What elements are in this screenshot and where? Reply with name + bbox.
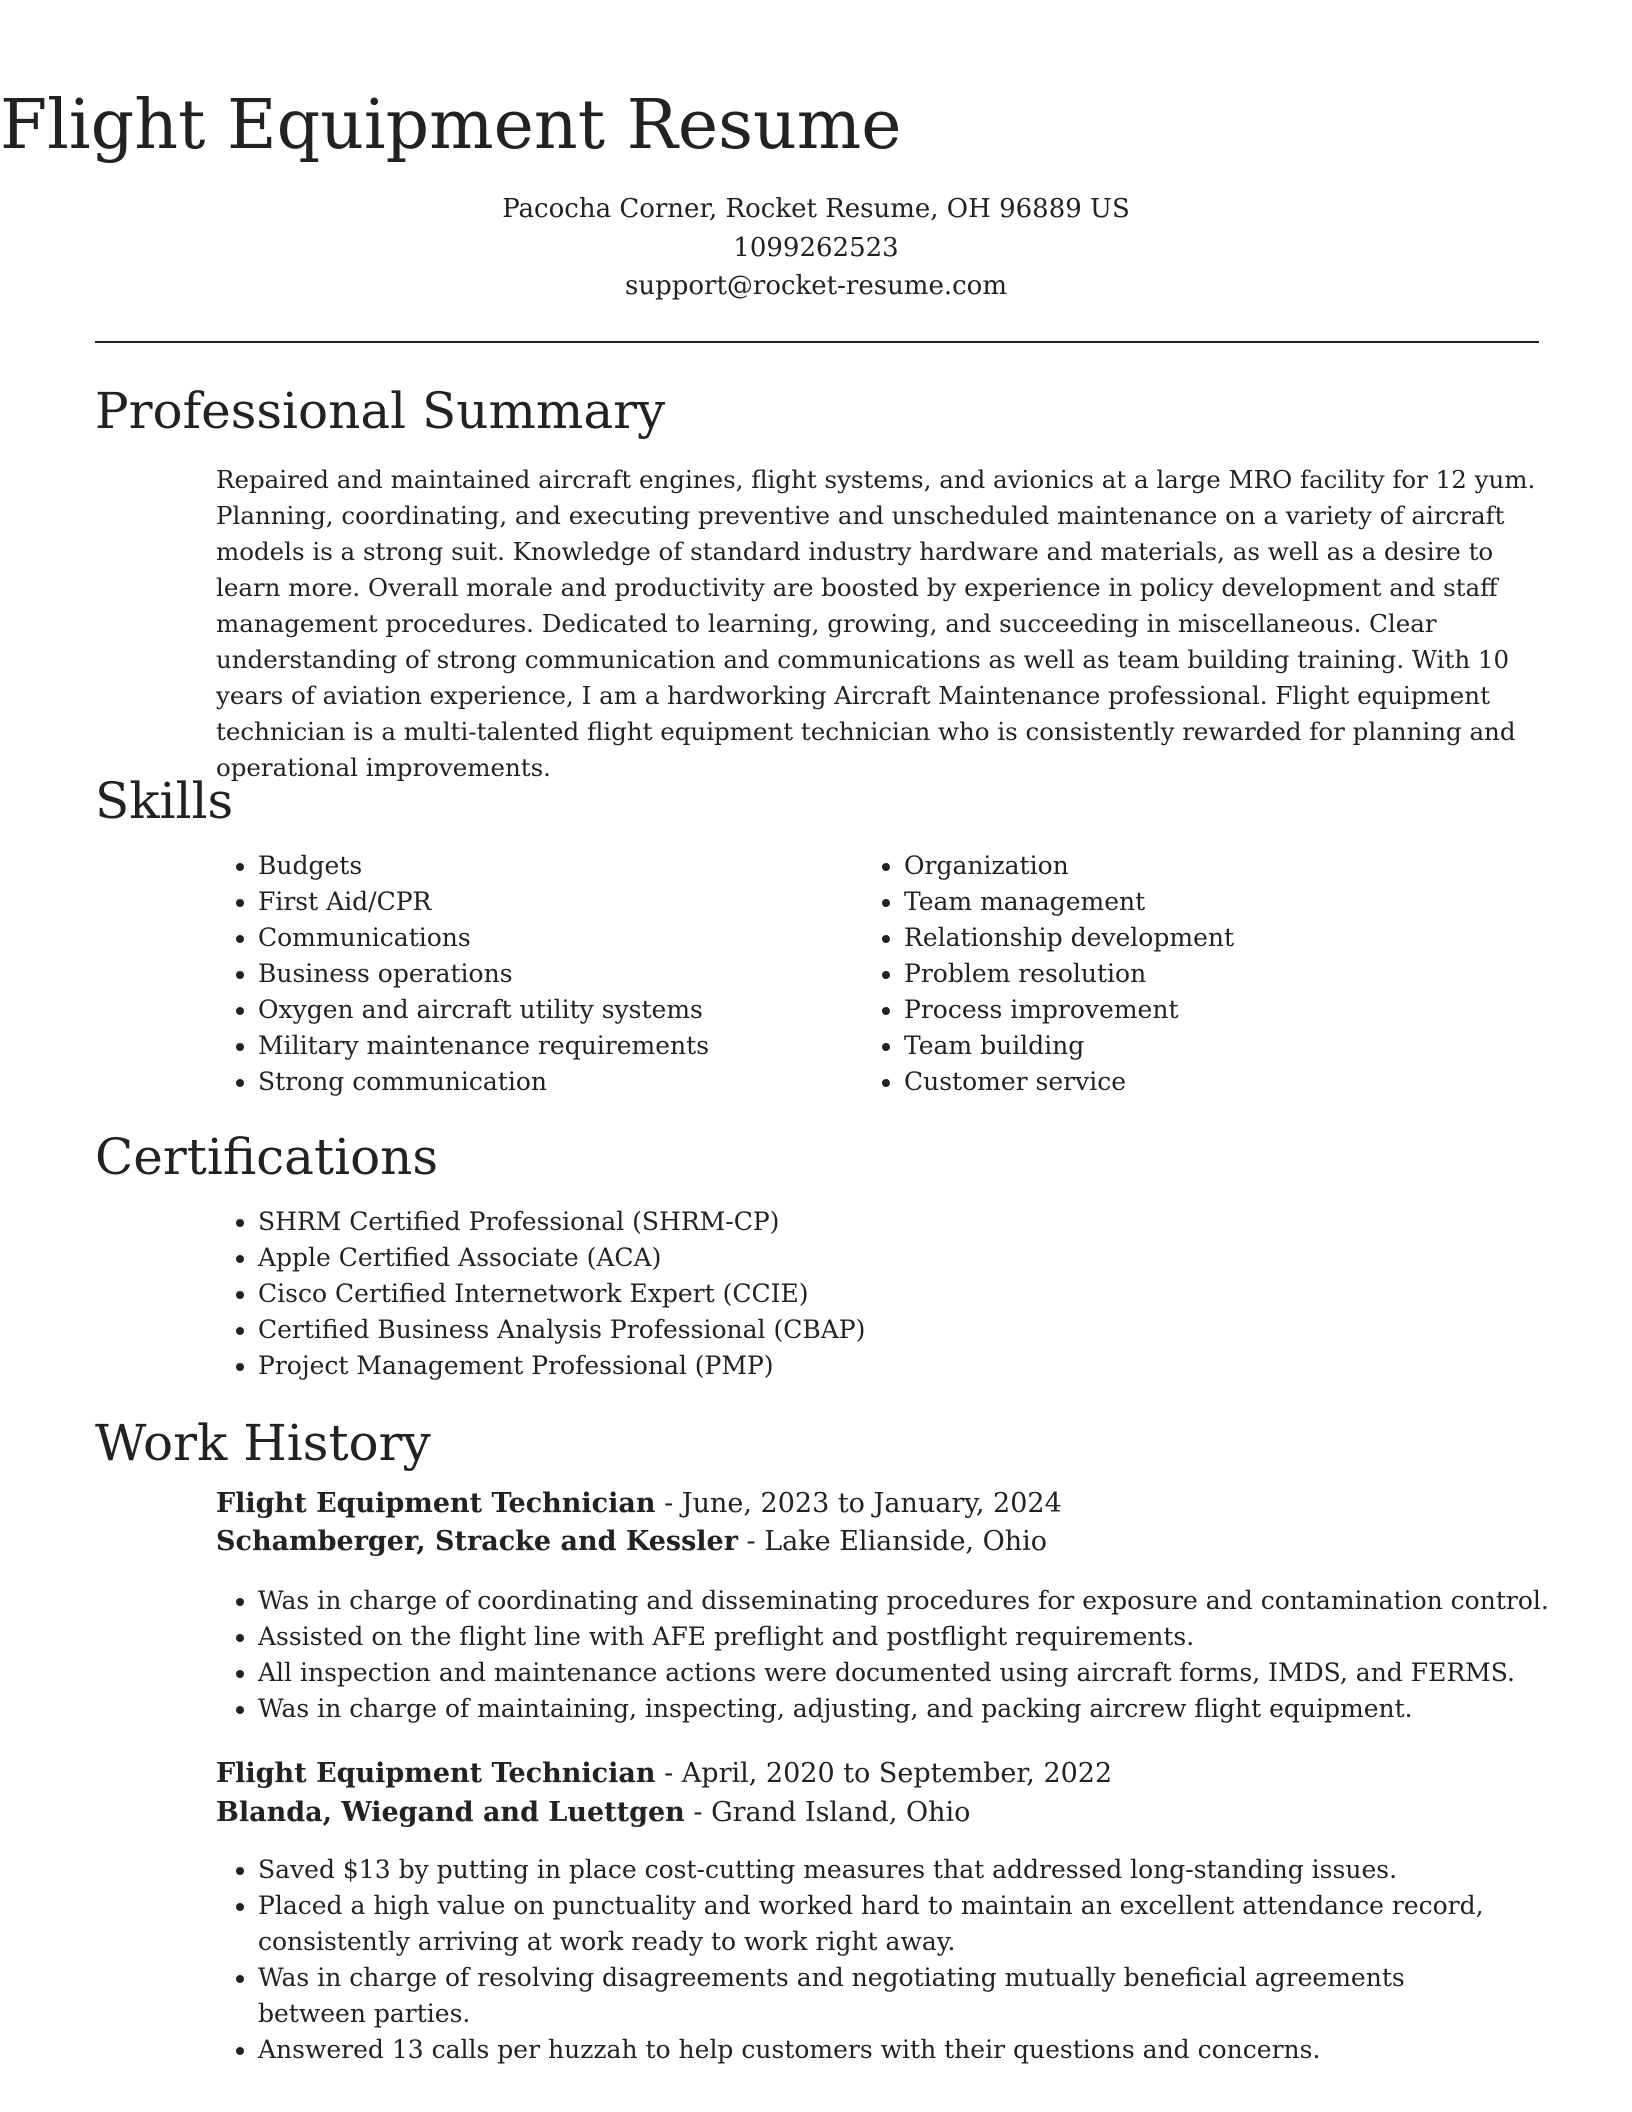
skill-item: • Military maintenance requirements	[258, 1028, 818, 1064]
skill-item: • Relationship development	[904, 920, 1504, 956]
summary-text: Repaired and maintained aircraft engines, flight systems, and avionics at a large MRO facility for 12 yum. Planning, coordinating, and executing preventive and unscheduled maintenance on a variety of aircraft models is a strong suit. Knowledge of standard industry hardware and materials, as well as a desire to learn more. Overall morale and productivity are boosted by experience in policy development and staff management procedures. Dedicated to learning, growing, and succeeding in miscellaneous. Clear understanding of strong communication and communications as well as team building training. With 10 years of aviation experience, I am a hardworking Aircraft Maintenance professional. Flight equipment technician is a multi-talented flight equipment technician who is consistently rewarded for planning and operational improvements.	[216, 465, 1536, 782]
skill-item: • Oxygen and aircraft utility systems	[258, 992, 818, 1028]
skill-item: • Budgets	[258, 848, 818, 884]
job-company: Blanda, Wiegand and Luettgen	[216, 1797, 685, 1828]
job-bullet: • Was in charge of coordinating and disseminating procedures for exposure and contamination control.	[258, 1583, 1558, 1619]
job-bullet: • Placed a high value on punctuality and worked hard to maintain an excellent attendance record, consistently arriving at work ready to work right away.	[258, 1888, 1508, 1960]
certification-item: • Apple Certified Associate (ACA)	[258, 1240, 1458, 1276]
contact-address: Pacocha Corner, Rocket Resume, OH 96889 US	[502, 194, 1130, 224]
job-bullet: • Was in charge of maintaining, inspecting, adjusting, and packing aircrew flight equipment.	[258, 1691, 1558, 1727]
skill-item: • Team building	[904, 1028, 1504, 1064]
skill-item: • Business operations	[258, 956, 818, 992]
job-bullet: • All inspection and maintenance actions were documented using aircraft forms, IMDS, and FERMS.	[258, 1655, 1558, 1691]
section-heading-skills: Skills	[95, 772, 234, 830]
job-title-line	[216, 1755, 1112, 1793]
job-location: - Lake Elianside, Ohio	[737, 1526, 1048, 1557]
job-bullet: • Assisted on the flight line with AFE preflight and postflight requirements.	[258, 1619, 1558, 1655]
skill-item: • Team management	[904, 884, 1504, 920]
section-heading-summary: Professional Summary	[95, 382, 666, 440]
certifications-list	[214, 1204, 1458, 1384]
contact-email: support@rocket-resume.com	[624, 271, 1007, 301]
job-title: Flight Equipment Technician	[216, 1488, 656, 1519]
skill-item: • Customer service	[904, 1064, 1504, 1100]
skill-item: • Communications	[258, 920, 818, 956]
job-title: Flight Equipment Technician	[216, 1758, 656, 1789]
certification-item: • SHRM Certified Professional (SHRM-CP)	[258, 1204, 1458, 1240]
section-heading-work-history: Work History	[95, 1414, 431, 1472]
contact-phone: 1099262523	[733, 233, 899, 263]
certification-item: • Project Management Professional (PMP)	[258, 1348, 1458, 1384]
skill-item: • Strong communication	[258, 1064, 818, 1100]
job-location: - Grand Island, Ohio	[684, 1797, 971, 1828]
resume-title: Flight Equipment Resume	[0, 86, 902, 165]
skills-list-left	[214, 848, 818, 1100]
header-divider	[95, 341, 1539, 343]
job-bullets	[214, 1852, 1508, 2068]
skill-item: • First Aid/CPR	[258, 884, 818, 920]
job-company-line	[216, 1523, 1047, 1561]
job-company: Schamberger, Stracke and Kessler	[216, 1526, 738, 1557]
job-company-line	[216, 1794, 970, 1832]
job-bullet: • Saved $13 by putting in place cost-cutting measures that addressed long-standing issues.	[258, 1852, 1508, 1888]
section-heading-certifications: Certifications	[95, 1128, 439, 1186]
skill-item: • Process improvement	[904, 992, 1504, 1028]
certification-item: • Cisco Certified Internetwork Expert (CCIE)	[258, 1276, 1458, 1312]
job-dates: - June, 2023 to January, 2024	[655, 1488, 1062, 1519]
job-dates: - April, 2020 to September, 2022	[655, 1758, 1113, 1789]
job-bullet: • Answered 13 calls per huzzah to help customers with their questions and concerns.	[258, 2032, 1508, 2068]
job-bullet: • Was in charge of resolving disagreements and negotiating mutually beneficial agreements between parties.	[258, 1960, 1508, 2032]
job-title-line	[216, 1485, 1062, 1523]
skills-list-right	[860, 848, 1504, 1100]
job-bullets	[214, 1583, 1558, 1727]
skill-item: • Problem resolution	[904, 956, 1504, 992]
certification-item: • Certified Business Analysis Professional (CBAP)	[258, 1312, 1458, 1348]
skill-item: • Organization	[904, 848, 1504, 884]
